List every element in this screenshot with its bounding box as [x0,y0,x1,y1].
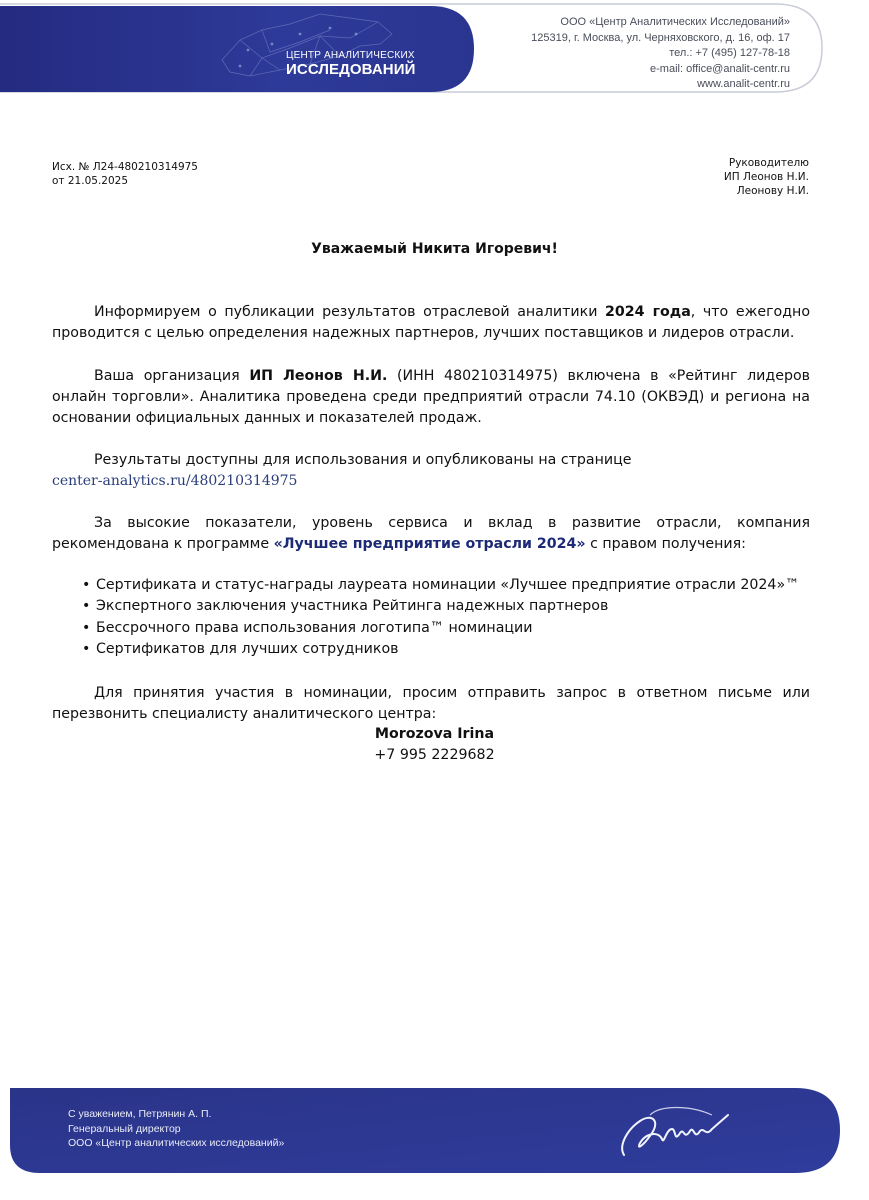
list-item: • Бессрочного права использования логотипа™ номинации [80,618,799,639]
p1-text-b: , что ежегодно проводится с целью определения надежных партнеров, лучших поставщиков и лидеров отрасли. [52,304,810,341]
p2-org-name: ИП Леонов Н.И. [249,368,388,384]
addressee-line3: Леонову Н.И. [736,185,809,197]
p4-text-b: с правом получения: [585,536,746,552]
p1-text-a: Информируем о публикации результатов отраслевой аналитики [94,304,606,320]
paragraph-intro [52,302,810,344]
list-item: • Сертификатов для лучших сотрудников [80,639,799,660]
list-item: • Экспертного заключения участника Рейтинга надежных партнеров [80,596,799,617]
logo-text-line1: ЦЕНТР АНАЛИТИЧЕСКИХ [286,50,415,61]
company-email: e-mail: office@analit-centr.ru [650,62,790,75]
paragraph-organization [52,366,810,429]
paragraph-recommendation [52,513,810,555]
paragraph-results [52,450,810,492]
contact-person [0,724,869,766]
contact-name: Morozova Irina [374,726,495,742]
benefits-list [80,575,799,660]
list-item: • Сертификата и статус-награды лауреата номинации «Лучшее предприятие отрасли 2024»™ [80,575,799,596]
ref-date: от 21.05.2025 [52,175,128,187]
position-line: Генеральный директор [68,1122,181,1135]
results-link[interactable]: center-analytics.ru/480210314975 [52,473,298,489]
p2-text-b: (ИНН 480210314975) включена в «Рейтинг лидеров онлайн торговли». Аналитика проведена среди предприятий отрасли 74.10 (ОКВЭД) и региона на основании официальных данных и показателей продаж. [52,368,810,426]
p1-year: 2024 года [605,304,691,320]
p3-text: Результаты доступны для использования и опубликованы на странице [94,452,632,468]
contact-phone[interactable]: +7 995 2229682 [374,747,495,763]
outgoing-reference [52,160,198,188]
company-address: 125319, г. Москва, ул. Черняховского, д. 16, оф. 17 [531,31,790,44]
ref-number: Исх. № Л24-480210314975 [52,161,198,173]
addressee-block [724,156,809,198]
nomination-name: «Лучшее предприятие отрасли 2024» [273,536,586,552]
company-contacts [531,15,790,93]
logo-text-line2: ИССЛЕДОВАНИЙ [286,61,416,78]
regards-line: С уважением, Петрянин А. П. [68,1108,212,1120]
greeting: Уважаемый Никита Игоревич! [311,241,558,257]
p4-text-a: За высокие показатели, уровень сервиса и вклад в развитие отрасли, компания рекомендована к программе [52,515,810,552]
organization-line: ООО «Центр аналитических исследований» [68,1137,285,1149]
company-name: ООО «Центр Аналитических Исследований» [560,16,790,28]
signature-block [68,1107,284,1151]
paragraph-request [52,683,810,725]
company-website: www.analit-centr.ru [697,78,790,90]
addressee-line2: ИП Леонов Н.И. [723,171,809,183]
p2-text-a: Ваша организация [94,368,250,384]
addressee-line1: Руководителю [728,157,809,169]
p5-text: Для принятия участия в номинации, просим отправить запрос в ответном письме или перезвонить специалисту аналитического центра: [52,685,810,722]
company-phone: тел.: +7 (495) 127-78-18 [669,47,790,59]
